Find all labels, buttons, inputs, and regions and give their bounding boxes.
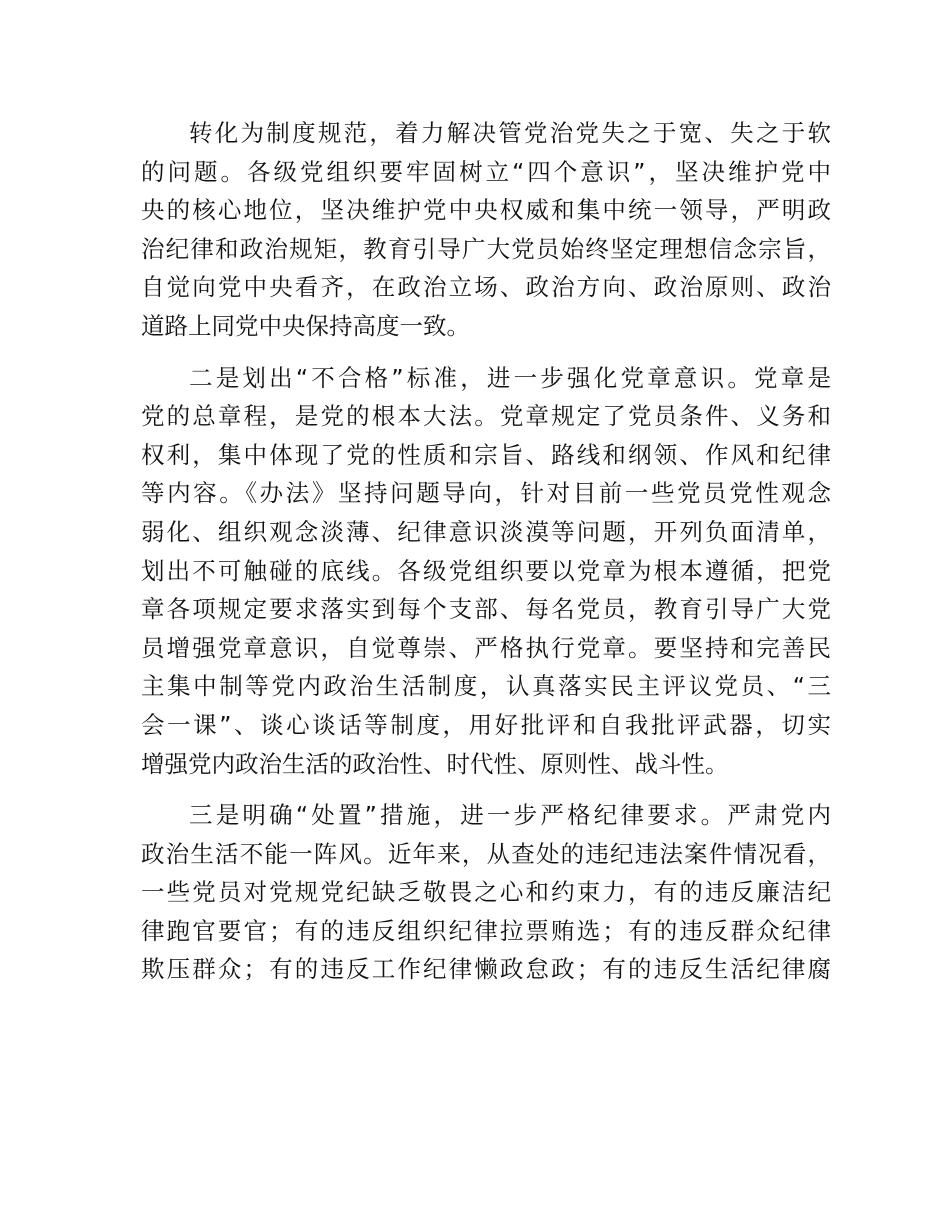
paragraph-3: [141, 796, 831, 989]
paragraph-1: [141, 114, 831, 346]
text-line: 权利，集中体现了党的性质和宗旨、路线和纲领、作风和纪律: [141, 440, 831, 469]
document-body: [141, 114, 831, 1002]
text-line: 二是划出“不合格”标准，进一步强化党章意识。党章是: [189, 363, 831, 392]
text-line: 员增强党章意识，自觉尊崇、严格执行党章。要坚持和完善民: [141, 633, 831, 662]
text-line: 政治生活不能一阵风。近年来，从查处的违纪违法案件情况看，: [141, 839, 831, 868]
text-line: 自觉向党中央看齐，在政治立场、政治方向、政治原则、政治: [141, 273, 831, 302]
text-line: 律跑官要官；有的违反组织纪律拉票贿选；有的违反群众纪律: [141, 916, 831, 945]
text-line: 治纪律和政治规矩，教育引导广大党员始终坚定理想信念宗旨，: [141, 234, 831, 263]
text-line: 划出不可触碰的底线。各级党组织要以党章为根本遵循，把党: [141, 556, 831, 585]
text-line: 三是明确“处置”措施，进一步严格纪律要求。严肃党内: [189, 801, 831, 830]
text-line: 欺压群众；有的违反工作纪律懒政怠政；有的违反生活纪律腐: [141, 955, 831, 984]
text-line: 的问题。各级党组织要牢固树立“四个意识”，坚决维护党中: [141, 157, 831, 186]
text-line: 转化为制度规范，着力解决管党治党失之于宽、失之于软: [189, 119, 831, 147]
text-line: 一些党员对党规党纪缺乏敬畏之心和约束力，有的违反廉洁纪: [141, 878, 831, 907]
text-line: 党的总章程，是党的根本大法。党章规定了党员条件、义务和: [141, 402, 831, 431]
text-line: 弱化、组织观念淡薄、纪律意识淡漠等问题，开列负面清单，: [141, 517, 831, 546]
text-line: 道路上同党中央保持高度一致。: [141, 311, 470, 340]
text-line: 章各项规定要求落实到每个支部、每名党员，教育引导广大党: [141, 595, 831, 624]
text-line: 增强党内政治生活的政治性、时代性、原则性、战斗性。: [141, 749, 729, 778]
paragraph-2: [141, 359, 831, 784]
text-line: 央的核心地位，坚决维护党中央权威和集中统一领导，严明政: [141, 196, 831, 225]
text-line: 等内容。《办法》坚持问题导向，针对目前一些党员党性观念: [141, 479, 831, 508]
text-line: 主集中制等党内政治生活制度，认真落实民主评议党员、“三: [141, 672, 831, 701]
text-line: 会一课”、谈心谈话等制度，用好批评和自我批评武器，切实: [141, 710, 831, 739]
